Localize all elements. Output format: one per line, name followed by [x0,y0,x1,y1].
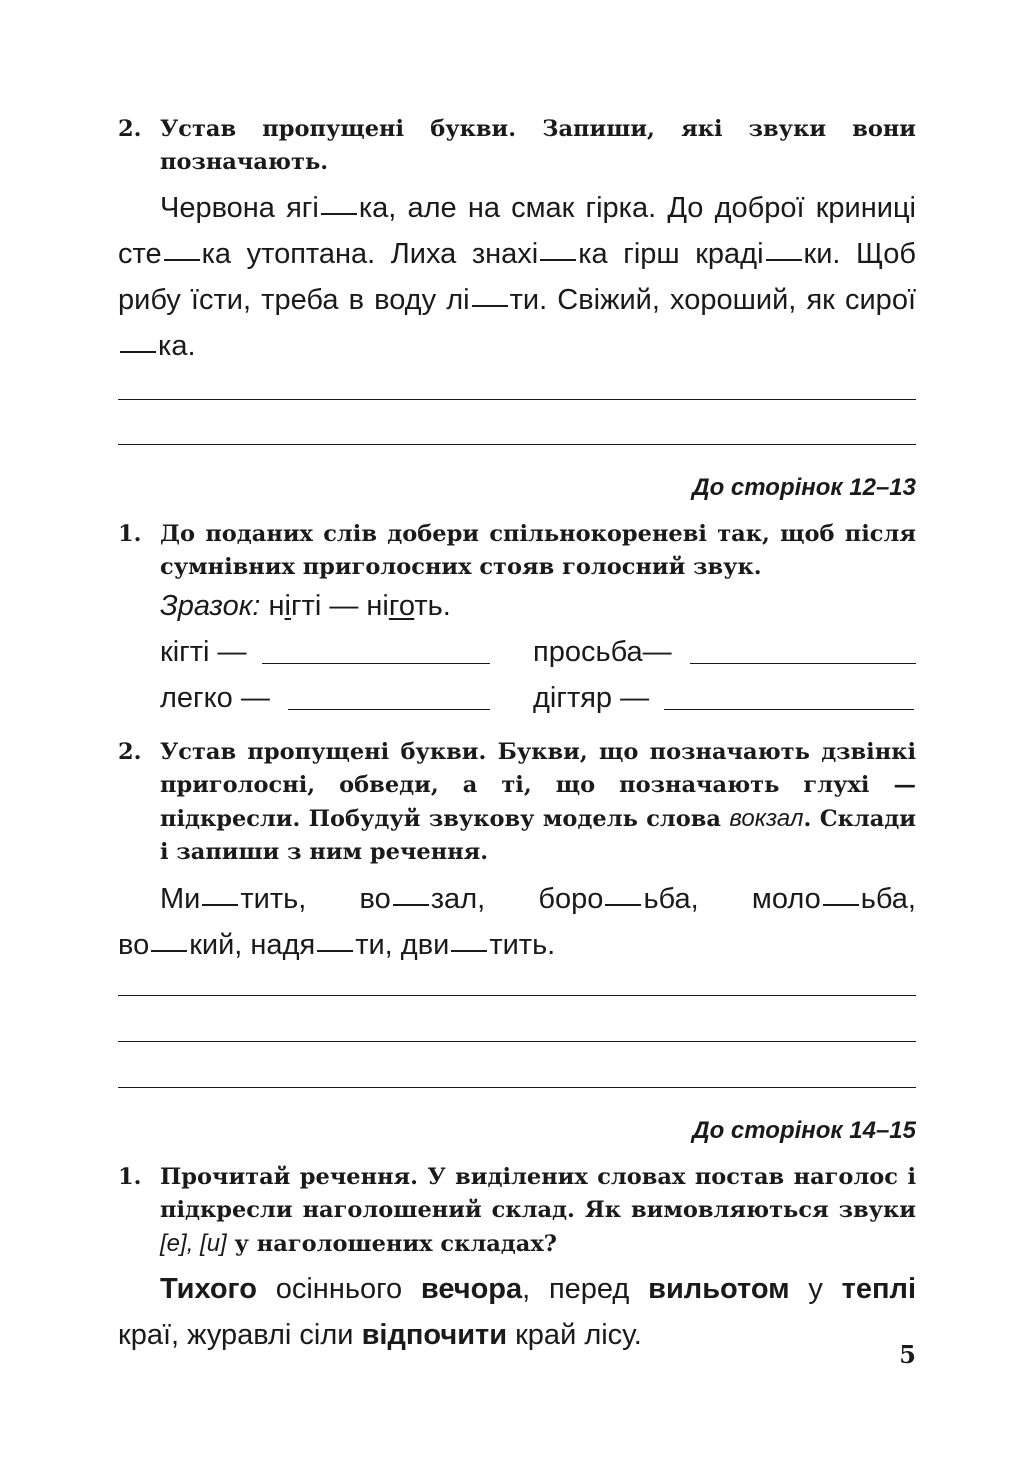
blank-gap[interactable] [393,904,429,906]
task-2-passage: Ми тить, во зал, боро ьба, моло ьба, во кий, надя ти, дви тить. [118,883,916,961]
task-text: Прочитай речення. У виділених словах постав наголос і підкресли наголошений склад. Як вимовляються звуки [е], [и] у наголошених складах? [160,1164,916,1257]
task-text: Устав пропущені букви. Букви, що позначають дзвінкі приголосні, обведи, а ті, що позначають глухі — підкресли. Побудуй звукову модель слова вокзал. Склади і запиши з ним речення. [160,739,916,865]
task-text: Устав пропущені букви. Запиши, які звуки вони позначають. [160,116,916,175]
blank-gap[interactable] [202,904,238,906]
highlighted-word[interactable]: вечора [420,1273,523,1305]
word-dihtiar: дігтяр — [533,682,650,714]
page-number: 5 [899,1340,916,1369]
task-2-passage: Червона ягі ка, але на смак гірка. До доброї криниці сте ка утоптана. Лиха знахі ка гірш краді ки. Щоб рибу їсти, треба в воду лі ти. Свіжий, хороший, як сироїка. [118,192,916,362]
blank-gap[interactable] [164,259,200,261]
highlighted-word[interactable]: теплі [841,1273,916,1305]
blank-gap[interactable] [317,950,353,952]
task-number: 2. [118,739,142,765]
task-1-passage: Тихого осіннього вечора, перед вильотом у теплі краї, журавлі сіли відпочити край лісу. [118,1273,916,1351]
answer-blank[interactable] [262,663,490,664]
task-number: 1. [118,1164,142,1190]
word-lehko: легко — [160,682,270,714]
blank-gap[interactable] [605,904,641,906]
answer-blank[interactable] [690,663,916,664]
task-number: 1. [118,521,142,547]
answer-blank[interactable] [664,709,914,710]
highlighted-word[interactable]: Тихого [160,1273,257,1305]
highlighted-word[interactable]: відпочити [361,1319,508,1351]
answer-line[interactable] [118,1041,916,1042]
blank-gap[interactable] [321,213,357,215]
blank-gap[interactable] [120,351,156,353]
sample-line: Зразок: нігті — ніготь. [160,590,451,622]
task-number: 2. [118,116,142,142]
word-prosba: просьба— [533,636,672,668]
task-2-instruction [118,113,916,179]
answer-line[interactable] [118,995,916,996]
blank-gap[interactable] [151,950,187,952]
task-text: До поданих слів добери спільнокореневі так, щоб після сумнівних приголосних стояв голосний звук. [160,521,916,580]
word-vokzal: вокзал [729,805,804,832]
task-2-instruction [118,736,916,869]
blank-gap[interactable] [472,305,508,307]
task-1-instruction [118,1161,916,1261]
section-heading: До сторінок 14–15 [692,1117,916,1144]
highlighted-word[interactable]: вильотом [648,1273,790,1305]
blank-gap[interactable] [766,259,802,261]
section-heading: До сторінок 12–13 [692,474,916,501]
answer-line[interactable] [118,399,916,400]
word-kihti: кігті — [160,636,247,668]
blank-gap[interactable] [540,259,576,261]
answer-line[interactable] [118,1087,916,1088]
blank-gap[interactable] [451,950,487,952]
answer-line[interactable] [118,444,916,445]
sample-label: Зразок: [160,590,261,622]
task-1-instruction [118,518,916,584]
answer-blank[interactable] [288,709,490,710]
blank-gap[interactable] [823,904,859,906]
